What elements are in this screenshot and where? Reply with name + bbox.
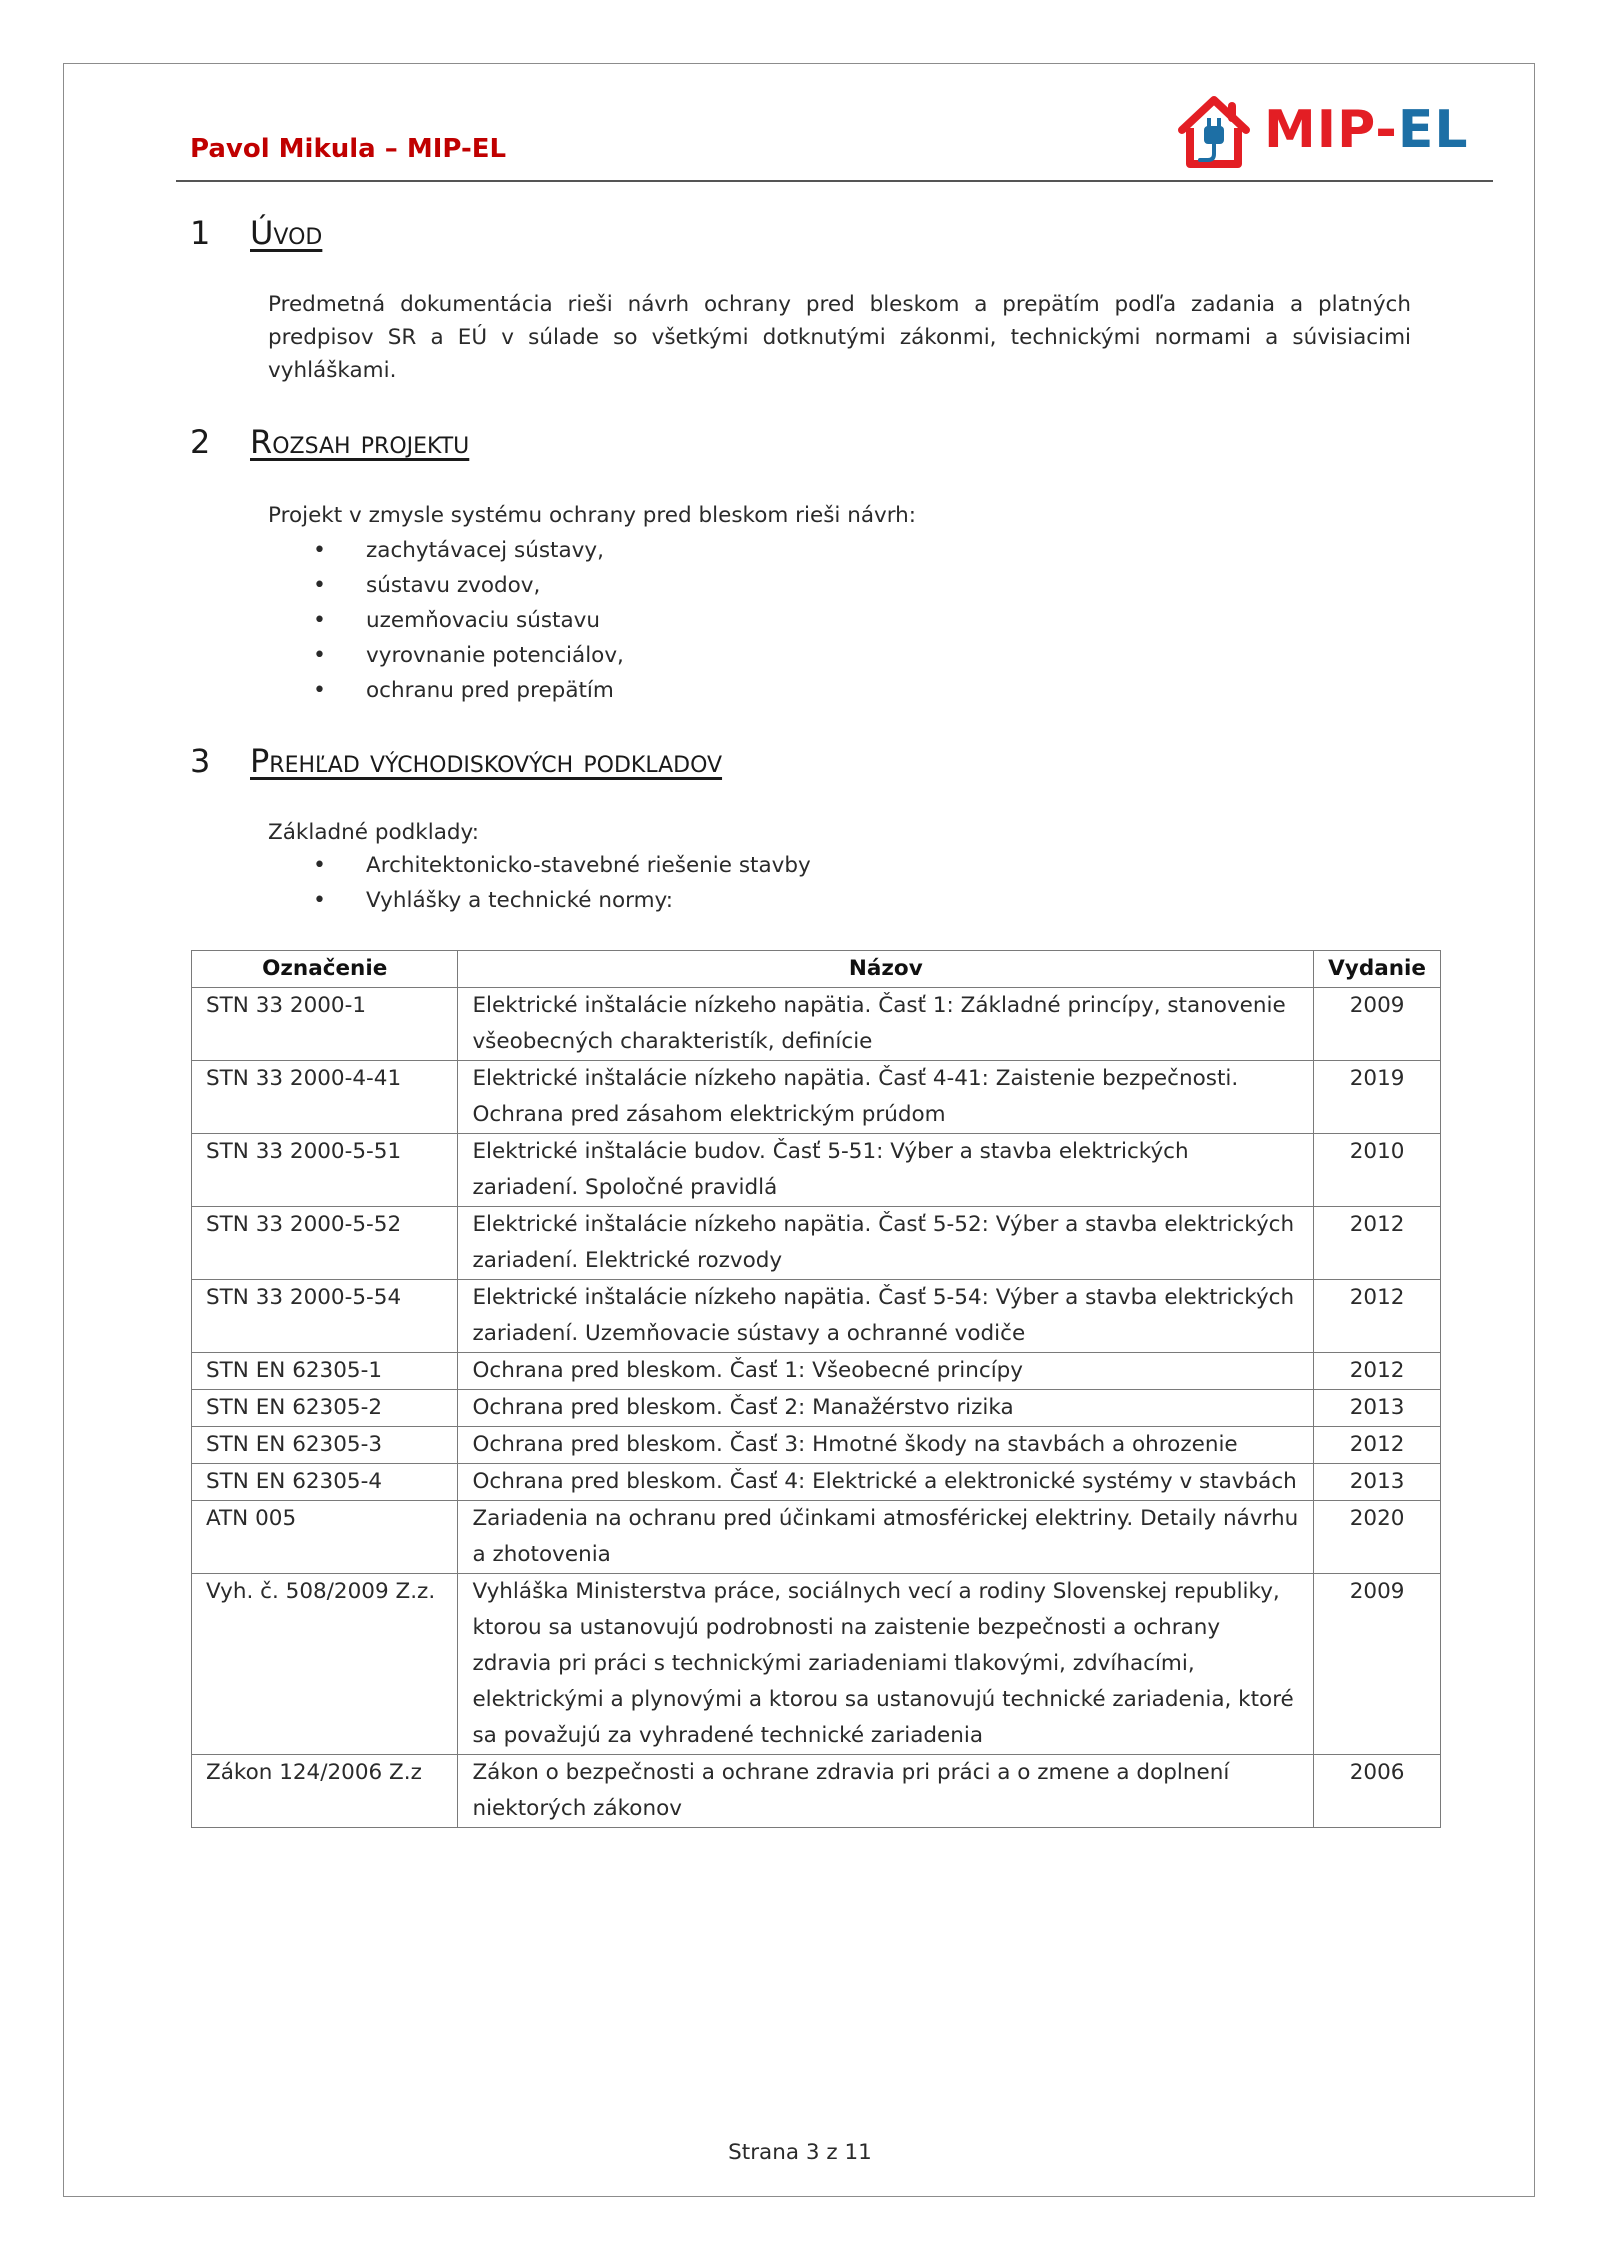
cell-name: Elektrické inštalácie nízkeho napätia. Časť 5-54: Výber a stavba elektrických zariadení. Uzemňovacie sústavy a ochranné vodiče bbox=[458, 1280, 1314, 1353]
company-logo bbox=[1172, 92, 1482, 172]
logo-text-dash: - bbox=[1375, 100, 1398, 160]
section-number: 1 bbox=[190, 214, 211, 252]
section-2-heading bbox=[190, 423, 469, 461]
section-number: 2 bbox=[190, 423, 211, 461]
cell-name: Zákon o bezpečnosti a ochrane zdravia pri práci a o zmene a doplnení niektorých zákonov bbox=[458, 1755, 1314, 1828]
cell-edition: 2012 bbox=[1314, 1353, 1441, 1390]
page-number-footer: Strana 3 z 11 bbox=[728, 2140, 872, 2165]
cell-designation: STN 33 2000-4-41 bbox=[192, 1061, 458, 1134]
cell-name: Zariadenia na ochranu pred účinkami atmosférickej elektriny. Detaily návrhu a zhotovenia bbox=[458, 1501, 1314, 1574]
header-divider bbox=[176, 180, 1493, 182]
table-row bbox=[192, 1353, 1441, 1390]
cell-edition: 2020 bbox=[1314, 1501, 1441, 1574]
cell-designation: STN EN 62305-3 bbox=[192, 1427, 458, 1464]
list-item: • vyrovnanie potenciálov, bbox=[268, 638, 624, 673]
cell-designation: Zákon 124/2006 Z.z bbox=[192, 1755, 458, 1828]
cell-edition: 2012 bbox=[1314, 1280, 1441, 1353]
logo-text-mip: MIP bbox=[1264, 100, 1376, 160]
table-row bbox=[192, 1390, 1441, 1427]
list-item: • ochranu pred prepätím bbox=[268, 673, 624, 708]
table-row bbox=[192, 988, 1441, 1061]
logo-wordmark bbox=[1264, 100, 1469, 160]
section-title: Úvod bbox=[250, 214, 323, 252]
cell-edition: 2009 bbox=[1314, 1574, 1441, 1755]
section-1-heading bbox=[190, 214, 322, 252]
cell-name: Ochrana pred bleskom. Časť 2: Manažérstvo rizika bbox=[458, 1390, 1314, 1427]
column-header-designation: Označenie bbox=[192, 951, 458, 988]
cell-name: Elektrické inštalácie nízkeho napätia. Časť 1: Základné princípy, stanovenie všeobecných charakteristík, definície bbox=[458, 988, 1314, 1061]
cell-edition: 2010 bbox=[1314, 1134, 1441, 1207]
cell-edition: 2012 bbox=[1314, 1207, 1441, 1280]
section-3-list bbox=[268, 848, 811, 918]
cell-name: Elektrické inštalácie nízkeho napätia. Časť 5-52: Výber a stavba elektrických zariadení. Elektrické rozvody bbox=[458, 1207, 1314, 1280]
list-item: • Vyhlášky a technické normy: bbox=[268, 883, 811, 918]
section-title: Rozsah projektu bbox=[250, 423, 470, 461]
cell-edition: 2013 bbox=[1314, 1464, 1441, 1501]
cell-edition: 2019 bbox=[1314, 1061, 1441, 1134]
cell-designation: STN 33 2000-5-54 bbox=[192, 1280, 458, 1353]
table-row bbox=[192, 1207, 1441, 1280]
cell-designation: ATN 005 bbox=[192, 1501, 458, 1574]
section-3-heading bbox=[190, 742, 722, 780]
section-title: Prehľad východiskových podkladov bbox=[250, 742, 723, 780]
column-header-name: Názov bbox=[458, 951, 1314, 988]
list-item: • zachytávacej sústavy, bbox=[268, 533, 624, 568]
section-3-intro: Základné podklady: bbox=[268, 820, 479, 845]
table-row bbox=[192, 1134, 1441, 1207]
section-2-list bbox=[268, 533, 624, 708]
cell-name: Ochrana pred bleskom. Časť 1: Všeobecné princípy bbox=[458, 1353, 1314, 1390]
cell-designation: STN 33 2000-5-52 bbox=[192, 1207, 458, 1280]
table-row bbox=[192, 1280, 1441, 1353]
cell-name: Elektrické inštalácie budov. Časť 5-51: Výber a stavba elektrických zariadení. Spoločné pravidlá bbox=[458, 1134, 1314, 1207]
section-2-intro: Projekt v zmysle systému ochrany pred bleskom rieši návrh: bbox=[268, 503, 917, 528]
cell-name: Elektrické inštalácie nízkeho napätia. Časť 4-41: Zaistenie bezpečnosti. Ochrana pred zásahom elektrickým prúdom bbox=[458, 1061, 1314, 1134]
cell-edition: 2012 bbox=[1314, 1427, 1441, 1464]
column-header-edition: Vydanie bbox=[1314, 951, 1441, 988]
cell-edition: 2006 bbox=[1314, 1755, 1441, 1828]
cell-designation: STN EN 62305-2 bbox=[192, 1390, 458, 1427]
section-1-paragraph: Predmetná dokumentácia rieši návrh ochrany pred bleskom a prepätím podľa zadania a platných predpisov SR a EÚ v súlade so všetkými dotknutými zákonmi, technickými normami a súvisiacimi vyhláškami. bbox=[268, 292, 1411, 383]
table-row bbox=[192, 1574, 1441, 1755]
logo-text-el: EL bbox=[1397, 100, 1469, 160]
cell-designation: STN 33 2000-5-51 bbox=[192, 1134, 458, 1207]
section-number: 3 bbox=[190, 742, 211, 780]
cell-name: Ochrana pred bleskom. Časť 3: Hmotné škody na stavbách a ohrozenie bbox=[458, 1427, 1314, 1464]
table-row bbox=[192, 1061, 1441, 1134]
house-plug-icon bbox=[1172, 92, 1256, 172]
table-row bbox=[192, 1464, 1441, 1501]
list-item: • uzemňovaciu sústavu bbox=[268, 603, 624, 638]
list-item: • sústavu zvodov, bbox=[268, 568, 624, 603]
cell-name: Ochrana pred bleskom. Časť 4: Elektrické a elektronické systémy v stavbách bbox=[458, 1464, 1314, 1501]
table-row bbox=[192, 1501, 1441, 1574]
table-row bbox=[192, 1755, 1441, 1828]
cell-edition: 2013 bbox=[1314, 1390, 1441, 1427]
cell-designation: STN 33 2000-1 bbox=[192, 988, 458, 1061]
cell-designation: STN EN 62305-1 bbox=[192, 1353, 458, 1390]
header-title: Pavol Mikula – MIP-EL bbox=[190, 134, 507, 164]
cell-name: Vyhláška Ministerstva práce, sociálnych vecí a rodiny Slovenskej republiky, ktorou sa ustanovujú podrobnosti na zaistenie bezpečnosti a ochrany zdravia pri práci s technickými zariadeniami tlakovými, zdvíhacími, elektrickými a plynovými a ktorou sa ustanovujú technické zariadenia, ktoré sa považujú za vyhradené technické zariadenia bbox=[458, 1574, 1314, 1755]
table-header-row bbox=[192, 951, 1441, 988]
cell-designation: STN EN 62305-4 bbox=[192, 1464, 458, 1501]
standards-table bbox=[191, 950, 1441, 1828]
cell-edition: 2009 bbox=[1314, 988, 1441, 1061]
cell-designation: Vyh. č. 508/2009 Z.z. bbox=[192, 1574, 458, 1755]
table-row bbox=[192, 1427, 1441, 1464]
list-item: • Architektonicko-stavebné riešenie stavby bbox=[268, 848, 811, 883]
